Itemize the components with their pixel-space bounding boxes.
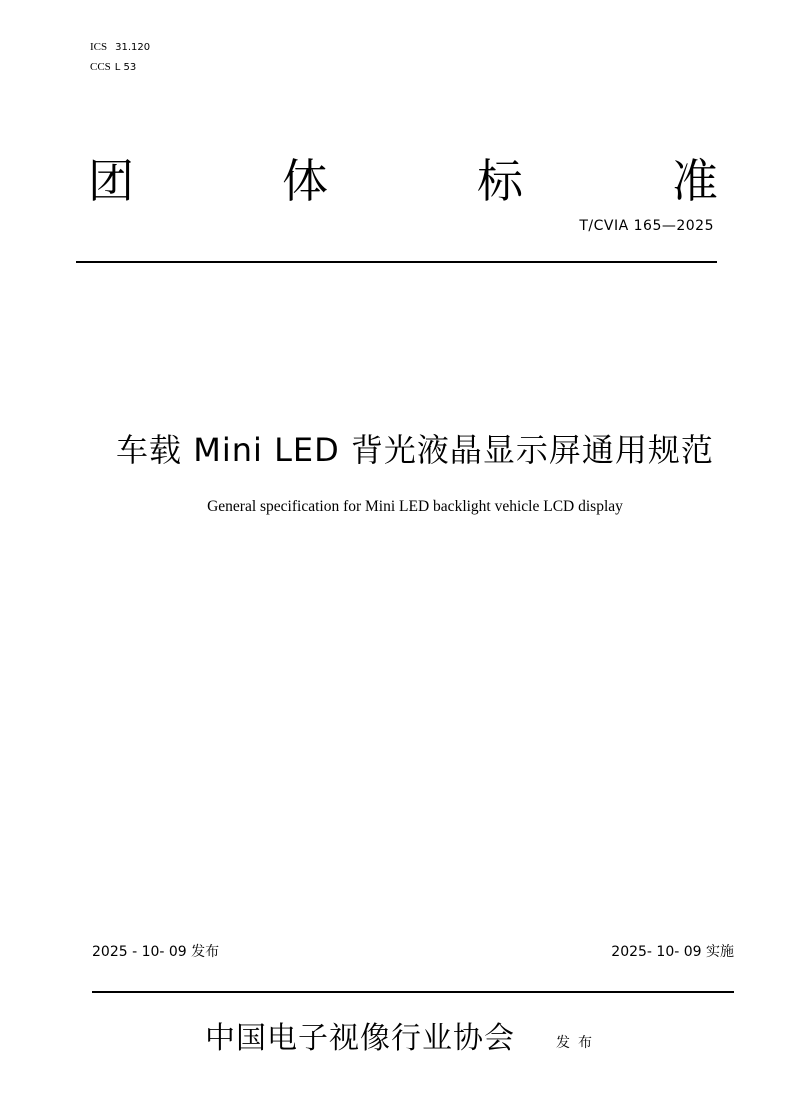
ics-classification xyxy=(90,40,150,55)
standard-type-char-4: 准 xyxy=(672,154,718,208)
ics-label: ICS xyxy=(90,41,108,53)
top-divider xyxy=(76,261,717,263)
standard-number: T/CVIA 165—2025 xyxy=(579,218,714,234)
bottom-divider xyxy=(92,991,734,993)
document-title-en: General specification for Mini LED backlight vehicle LCD display xyxy=(207,498,623,515)
ccs-classification xyxy=(90,60,136,75)
ccs-value: L 53 xyxy=(114,62,137,73)
standard-type-char-3: 标 xyxy=(477,154,523,208)
implementation-date: 2025- 10- 09 实施 xyxy=(611,944,734,960)
ics-value: 31.120 xyxy=(115,42,151,53)
publish-label: 发布 xyxy=(556,1035,600,1051)
standard-type-char-2: 体 xyxy=(282,154,328,208)
issuing-organization: 中国电子视像行业协会 xyxy=(205,1021,515,1056)
publish-date: 2025 - 10- 09 发布 xyxy=(92,944,220,960)
ccs-label: CCS xyxy=(90,61,111,73)
standard-type-char-1: 团 xyxy=(88,154,134,208)
document-title-zh: 车载 Mini LED 背光液晶显示屏通用规范 xyxy=(116,431,714,469)
